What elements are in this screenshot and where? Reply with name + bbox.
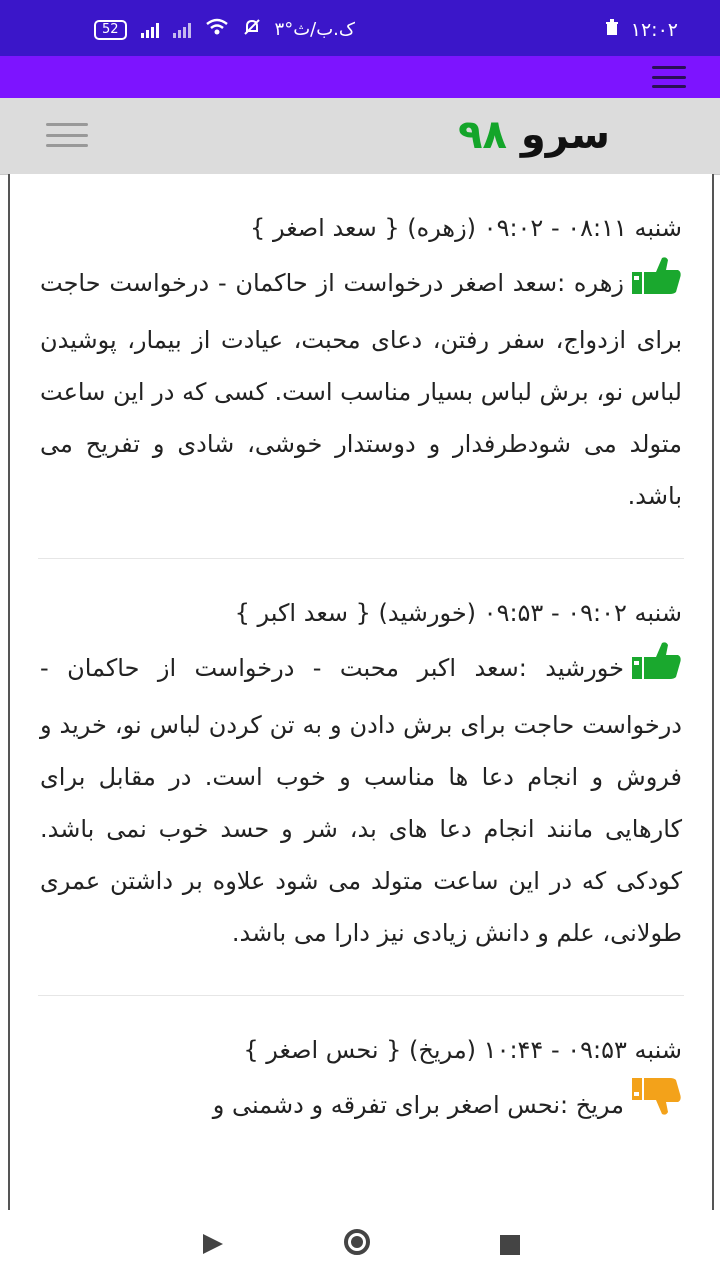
recents-icon[interactable] (500, 1235, 520, 1255)
trash-icon (603, 18, 621, 41)
entry-text: خورشید :سعد اکبر محبت - درخواست از حاکمان - درخواست حاجت برای برش دادن و به تن کردن لباس نو، خرید و فروش و انجام دعا ها مناسب و خوب است. در مقابل برای کارهایی مانند انجام دعا های بد، شر و حسد خوب نمی باشد. کودکی که در این ساعت متولد می شود علاوه بر داشتن عمری طولانی، علم و دانش زیادی نیز دارا می باشد. (40, 654, 682, 947)
status-bar (0, 0, 720, 56)
home-icon[interactable] (344, 1229, 370, 1255)
divider (38, 995, 684, 996)
status-left (603, 18, 678, 41)
entry-text: مریخ :نحس اصغر برای تفرقه و دشمنی و (212, 1091, 624, 1119)
entry-heading: شنبه ۰۹:۵۳ - ۱۰:۴۴ (مریخ) { نحس اصغر } (243, 1036, 682, 1064)
weather-text: ۳°ک.ب/ث (274, 19, 356, 40)
status-right (94, 18, 355, 41)
entry-text: زهره :سعد اصغر درخواست از حاکمان - درخواست حاجت برای ازدواج، سفر رفتن، دعای محبت، عیادت از بیمار، پوشیدن لباس نو، برش لباس بسیار مناسب است. کسی که در این ساعت متولد می شودطرفدار و دوستدار خوشی، شادی و تفریح می باشد. (40, 269, 682, 510)
battery-icon: 52 (94, 20, 127, 40)
thumbs-down-icon (630, 1076, 682, 1136)
hour-entry (10, 1030, 712, 1136)
hour-entry (10, 208, 712, 522)
divider (38, 558, 684, 559)
content-area (8, 174, 714, 1210)
entry-body (40, 254, 682, 522)
app-bar (0, 56, 720, 98)
entry-body (40, 1076, 682, 1136)
status-time: ۱۲:۰۲ (630, 18, 678, 41)
menu-icon[interactable] (652, 66, 686, 88)
system-nav-bar (0, 1210, 720, 1280)
entry-heading: شنبه ۰۸:۱۱ - ۰۹:۰۲ (زهره) { سعد اصغر } (250, 214, 682, 242)
thumbs-up-icon (630, 254, 682, 314)
signal-icon-2 (173, 22, 191, 38)
signal-icon (141, 22, 159, 38)
site-logo[interactable]: سرو ۹۸ (458, 112, 610, 158)
site-menu-icon[interactable] (46, 123, 88, 147)
thumbs-up-icon (630, 639, 682, 699)
entry-heading: شنبه ۰۹:۰۲ - ۰۹:۵۳ (خورشید) { سعد اکبر } (234, 599, 682, 627)
back-icon[interactable] (203, 1234, 223, 1254)
site-header (0, 98, 720, 175)
wifi-icon (205, 18, 229, 41)
mute-bell-icon (243, 18, 261, 41)
entry-body (40, 639, 682, 959)
hour-entry (10, 593, 712, 959)
